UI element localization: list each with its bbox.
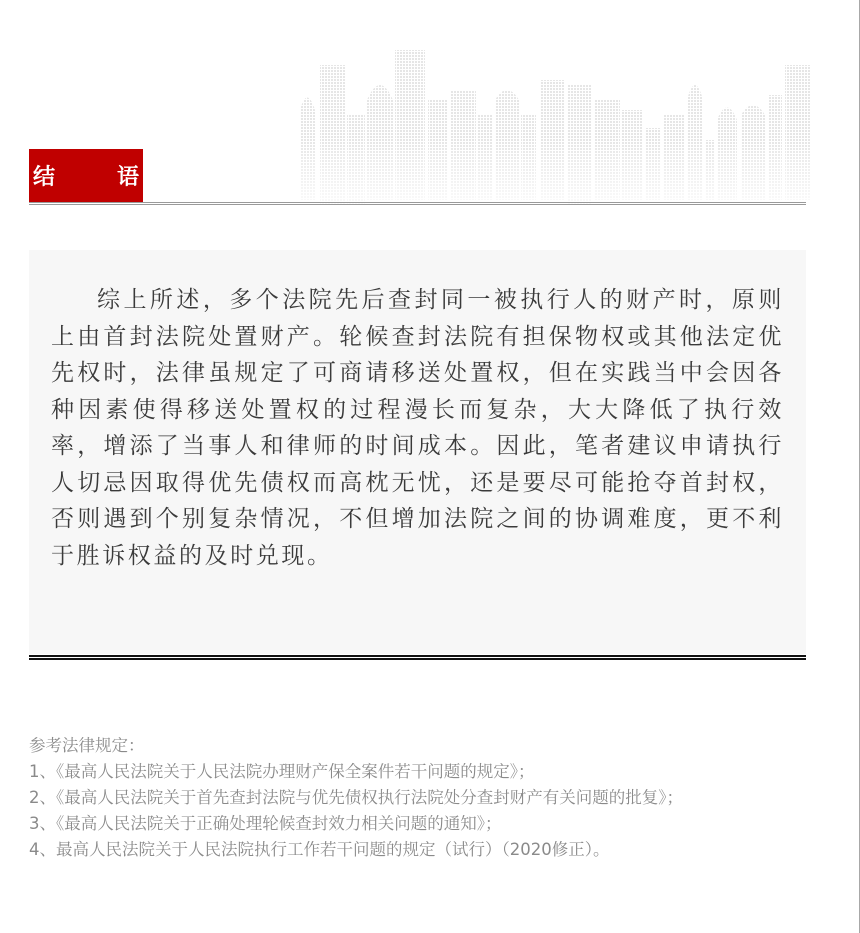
references-section [29, 733, 819, 863]
conclusion-box [29, 250, 806, 654]
content-divider [29, 655, 806, 657]
content-divider-secondary [29, 658, 806, 660]
header-divider-secondary [29, 204, 806, 205]
section-title-badge [29, 149, 160, 202]
header-divider [29, 202, 806, 203]
conclusion-paragraph: 综上所述，多个法院先后查封同一被执行人的财产时，原则上由首封法院处置财产。轮候查封法院有担保物权或其他法定优先权时，法律虽规定了可商请移送处置权，但在实践当中会因各种因素使得移送处置权的过程漫长而复杂，大大降低了执行效率，增添了当事人和律师的时间成本。因此，笔者建议申请执行人切忌因取得优先债权而高枕无忧，还是要尽可能抢夺首封权，否则遇到个别复杂情况，不但增加法院之间的协调难度，更不利于胜诉权益的及时兑现。 [51, 287, 784, 569]
reference-item: 2、《最高人民法院关于首先查封法院与优先债权执行法院处分查封财产有关问题的批复》； [29, 788, 683, 807]
reference-item: 4、最高人民法院关于人民法院执行工作若干问题的规定（试行）（2020修正）。 [29, 840, 610, 859]
reference-item: 1、《最高人民法院关于人民法院办理财产保全案件若干问题的规定》； [29, 762, 535, 781]
section-title: 结 语 [33, 165, 160, 190]
section-header [29, 149, 806, 205]
reference-item: 3、《最高人民法院关于正确处理轮候查封效力相关问题的通知》； [29, 814, 502, 833]
references-heading: 参考法律规定： [29, 736, 145, 755]
